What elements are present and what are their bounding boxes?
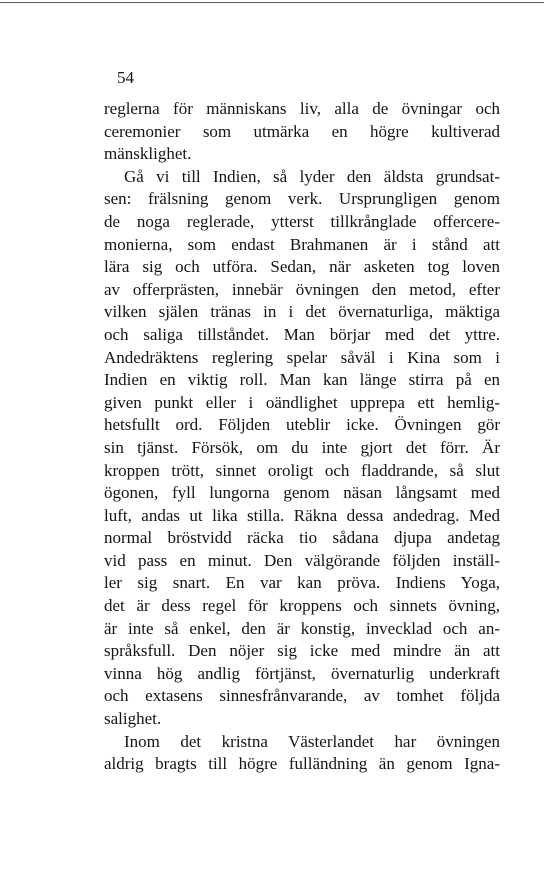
text-line: luft, andas ut lika stilla. Räkna dessa andedrag. Med xyxy=(104,505,500,525)
text-line: och saliga tillståndet. Man börjar med det yttre. xyxy=(104,324,500,344)
text-line: vid pass en minut. Den välgörande följden inställ- xyxy=(104,550,500,570)
text-line: hetsfullt ord. Följden uteblir icke. Övningen gör xyxy=(104,415,500,435)
text-line: salighet. xyxy=(104,709,162,729)
text-line: är inte så enkel, den är konstig, invecklad och an- xyxy=(104,618,500,638)
text-line: sin tjänst. Försök, om du inte gjort det förr. Är xyxy=(104,437,500,457)
text-line: kroppen trött, sinnet oroligt och fladdrande, så slut xyxy=(104,460,500,480)
text-line: given punkt eller i oändlighet upprepa ett hemlig- xyxy=(104,392,500,412)
text-line: ceremonier som utmärka en högre kultiverad xyxy=(104,121,500,141)
text-line: ler sig snart. En var kan pröva. Indiens Yoga, xyxy=(104,573,500,593)
body-text xyxy=(104,98,500,776)
text-line: lära sig och utföra. Sedan, när asketen tog loven xyxy=(104,257,500,277)
text-line: aldrig bragts till högre fulländning än genom Igna- xyxy=(104,754,500,774)
text-line: Inom det kristna Västerlandet har övningen xyxy=(124,731,500,751)
text-line: av offerprästen, innebär övningen den metod, efter xyxy=(104,279,500,299)
text-line: och extasens sinnesfrånvarande, av tomhet följda xyxy=(104,686,500,706)
text-line: sen: frälsning genom verk. Ursprungligen genom xyxy=(104,189,500,209)
text-line: monierna, som endast Brahmanen är i stånd att xyxy=(104,234,500,254)
text-line: de noga reglerade, ytterst tillkrånglade offercere- xyxy=(104,211,500,231)
top-edge-rule xyxy=(0,2,544,3)
text-line: Indien en viktig roll. Man kan länge stirra på en xyxy=(104,370,500,390)
page-number: 54 xyxy=(117,68,134,87)
text-line: ögonen, fyll lungorna genom näsan långsamt med xyxy=(104,483,500,503)
text-line: reglerna för människans liv, alla de övningar och xyxy=(104,99,500,118)
text-line: normal bröstvidd räcka tio sådana djupa andetag xyxy=(104,528,500,548)
text-line: vinna hög andlig förtjänst, övernaturlig underkraft xyxy=(104,663,500,683)
text-line: vilken själen tränas in i det övernaturliga, mäktiga xyxy=(104,302,500,322)
text-line: mänsklighet. xyxy=(104,144,192,164)
text-line: Andedräktens reglering spelar såväl i Kina som i xyxy=(104,347,500,367)
text-line: Gå vi till Indien, så lyder den äldsta grundsat- xyxy=(124,166,500,186)
text-line: det är dess regel för kroppens och sinnets övning, xyxy=(104,596,500,616)
text-line: språksfull. Den nöjer sig icke med mindre än att xyxy=(104,641,500,661)
